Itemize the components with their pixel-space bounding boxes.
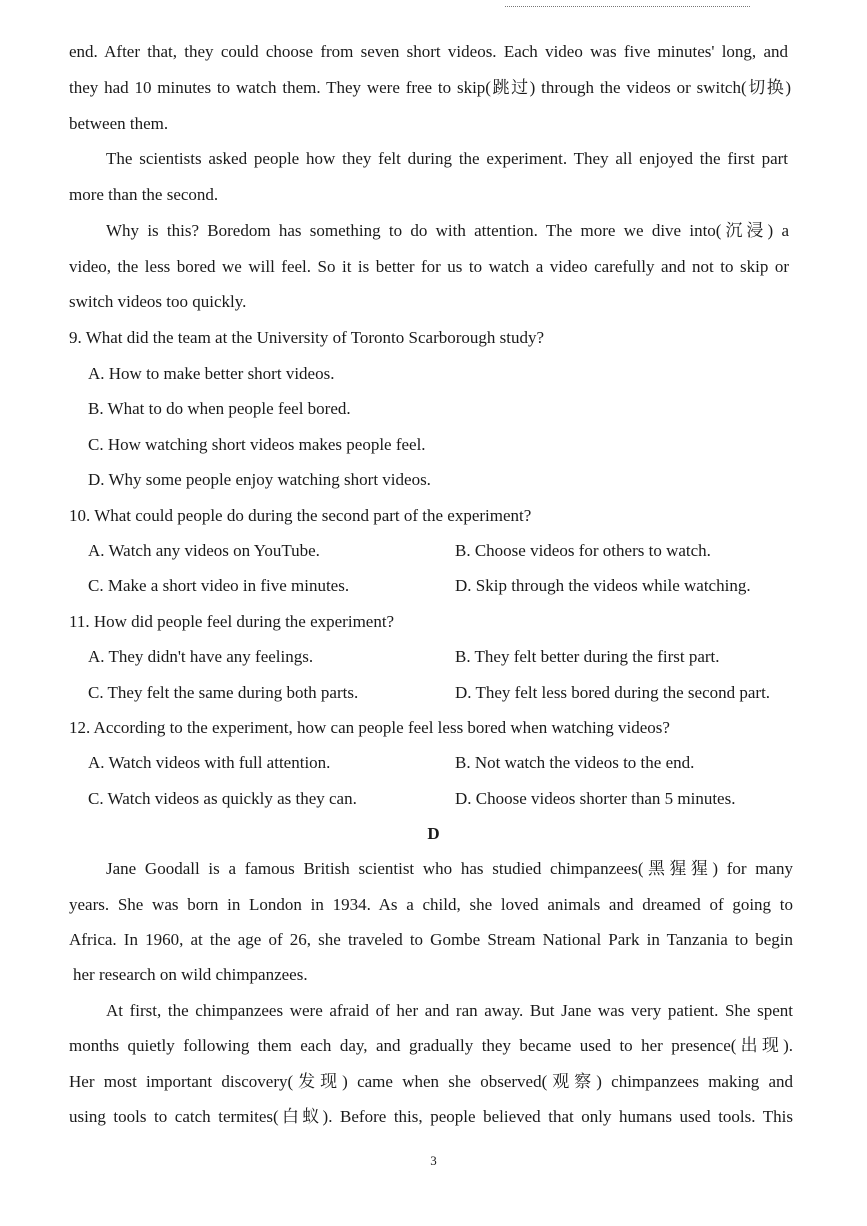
passage-line: her research on wild chimpanzees. xyxy=(73,965,308,984)
passage-line: video, the less bored we will feel. So it is better for us to watch a video carefully and not to skip or xyxy=(69,257,789,276)
answer-option: B. Choose videos for others to watch. xyxy=(455,541,711,560)
question-stem: 10. What could people do during the second part of the experiment? xyxy=(69,506,532,525)
passage-line: switch videos too quickly. xyxy=(69,292,247,311)
answer-option: A. Watch any videos on YouTube. xyxy=(88,541,320,560)
answer-option: A. They didn't have any feelings. xyxy=(88,647,314,666)
question-stem: 11. How did people feel during the experiment? xyxy=(69,612,395,631)
passage-line: using tools to catch termites(白蚁). Before this, people believed that only humans used tools. This xyxy=(69,1107,793,1126)
passage-line: years. She was born in London in 1934. As a child, she loved animals and dreamed of going to xyxy=(69,895,793,914)
passage-line: end. After that, they could choose from seven short videos. Each video was five minutes' long, and xyxy=(69,42,788,61)
answer-option: A. Watch videos with full attention. xyxy=(88,753,331,772)
answer-option: C. They felt the same during both parts. xyxy=(88,683,359,702)
answer-option: B. What to do when people feel bored. xyxy=(88,399,351,418)
answer-option: D. Choose videos shorter than 5 minutes. xyxy=(455,789,736,808)
answer-option: A. How to make better short videos. xyxy=(88,364,335,383)
passage-line: months quietly following them each day, and gradually they became used to her presence(出现). xyxy=(69,1036,793,1055)
passage-line: The scientists asked people how they felt during the experiment. They all enjoyed the first part xyxy=(106,149,788,168)
answer-option: D. They felt less bored during the second part. xyxy=(455,683,771,702)
passage-line: Her most important discovery(发现) came when she observed(观察) chimpanzees making and xyxy=(69,1072,793,1091)
answer-option: C. How watching short videos makes people feel. xyxy=(88,435,426,454)
question-stem: 12. According to the experiment, how can people feel less bored when watching videos? xyxy=(69,718,670,737)
passage-line: Jane Goodall is a famous British scientist who has studied chimpanzees(黑猩猩) for many xyxy=(106,859,793,878)
answer-option: B. They felt better during the first part. xyxy=(455,647,720,666)
scan-artifact xyxy=(505,0,750,7)
answer-option: C. Make a short video in five minutes. xyxy=(88,576,350,595)
section-title: D xyxy=(427,824,440,843)
answer-option: C. Watch videos as quickly as they can. xyxy=(88,789,357,808)
passage-line: Africa. In 1960, at the age of 26, she traveled to Gombe Stream National Park in Tanzania to begin xyxy=(69,930,793,949)
page-number: 3 xyxy=(430,1153,437,1168)
passage-line: Why is this? Boredom has something to do with attention. The more we dive into(沉浸) a xyxy=(106,221,789,240)
answer-option: D. Why some people enjoy watching short videos. xyxy=(88,470,431,489)
answer-option: B. Not watch the videos to the end. xyxy=(455,753,695,772)
question-stem: 9. What did the team at the University of Toronto Scarborough study? xyxy=(69,328,545,347)
passage-line: At first, the chimpanzees were afraid of her and ran away. But Jane was very patient. She spent xyxy=(106,1001,793,1020)
passage-line: they had 10 minutes to watch them. They were free to skip(跳过) through the videos or switch(切换) xyxy=(69,78,791,97)
passage-line: more than the second. xyxy=(69,185,219,204)
passage-line: between them. xyxy=(69,114,169,133)
answer-option: D. Skip through the videos while watching. xyxy=(455,576,751,595)
